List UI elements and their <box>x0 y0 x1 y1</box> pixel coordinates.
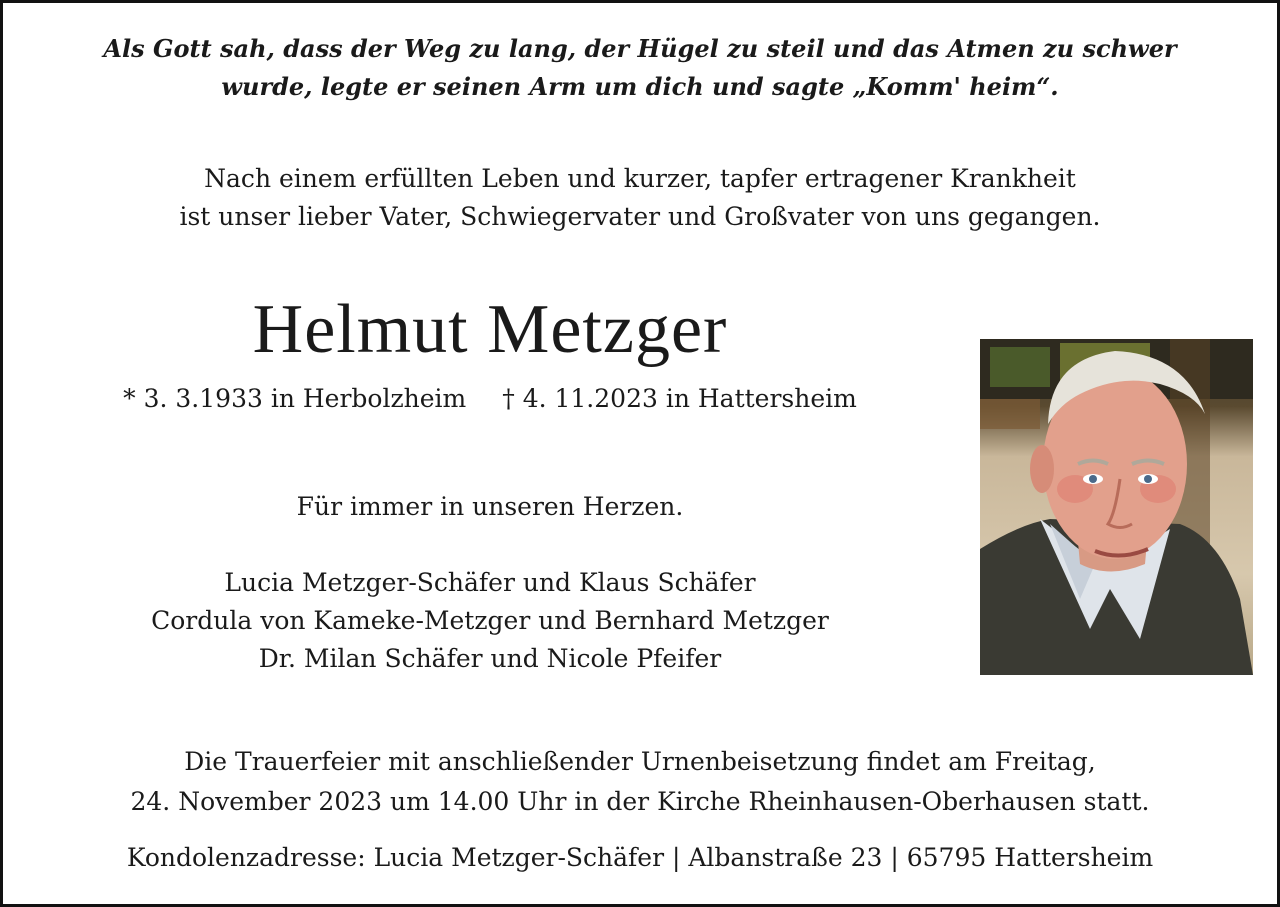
family-line: Cordula von Kameke-Metzger und Bernhard Metzger <box>151 606 829 635</box>
family-list <box>0 564 980 678</box>
quote <box>0 30 1280 106</box>
quote-line-1: Als Gott sah, dass der Weg zu lang, der Hügel zu steil und das Atmen zu schwer <box>103 34 1177 63</box>
quote-line-2: wurde, legte er seinen Arm um dich und sagte „Komm' heim“. <box>221 72 1059 101</box>
intro-line-1: Nach einem erfüllten Leben und kurzer, tapfer ertragener Krankheit <box>204 164 1076 193</box>
family-line: Dr. Milan Schäfer und Nicole Pfeifer <box>258 644 722 673</box>
portrait-illustration <box>980 339 1253 675</box>
service-line-1: Die Trauerfeier mit anschließender Urnenbeisetzung findet am Freitag, <box>184 747 1096 776</box>
deceased-name: Helmut Metzger <box>252 291 728 368</box>
life-dates <box>0 382 980 416</box>
portrait-photo <box>980 339 1253 675</box>
family-line: Lucia Metzger-Schäfer und Klaus Schäfer <box>224 568 756 597</box>
intro-line-2: ist unser lieber Vater, Schwiegervater und Großvater von uns gegangen. <box>179 202 1101 231</box>
service-info <box>0 742 1280 822</box>
birth-date: * 3. 3.1933 in Herbolzheim <box>123 384 467 413</box>
death-date: † 4. 11.2023 in Hattersheim <box>502 384 857 413</box>
tagline: Für immer in unseren Herzen. <box>296 492 684 521</box>
condolence-address: Kondolenzadresse: Lucia Metzger-Schäfer | Albanstraße 23 | 65795 Hattersheim <box>126 843 1154 872</box>
service-line-2: 24. November 2023 um 14.00 Uhr in der Kirche Rheinhausen-Oberhausen statt. <box>130 787 1150 816</box>
intro-text <box>0 160 1280 236</box>
